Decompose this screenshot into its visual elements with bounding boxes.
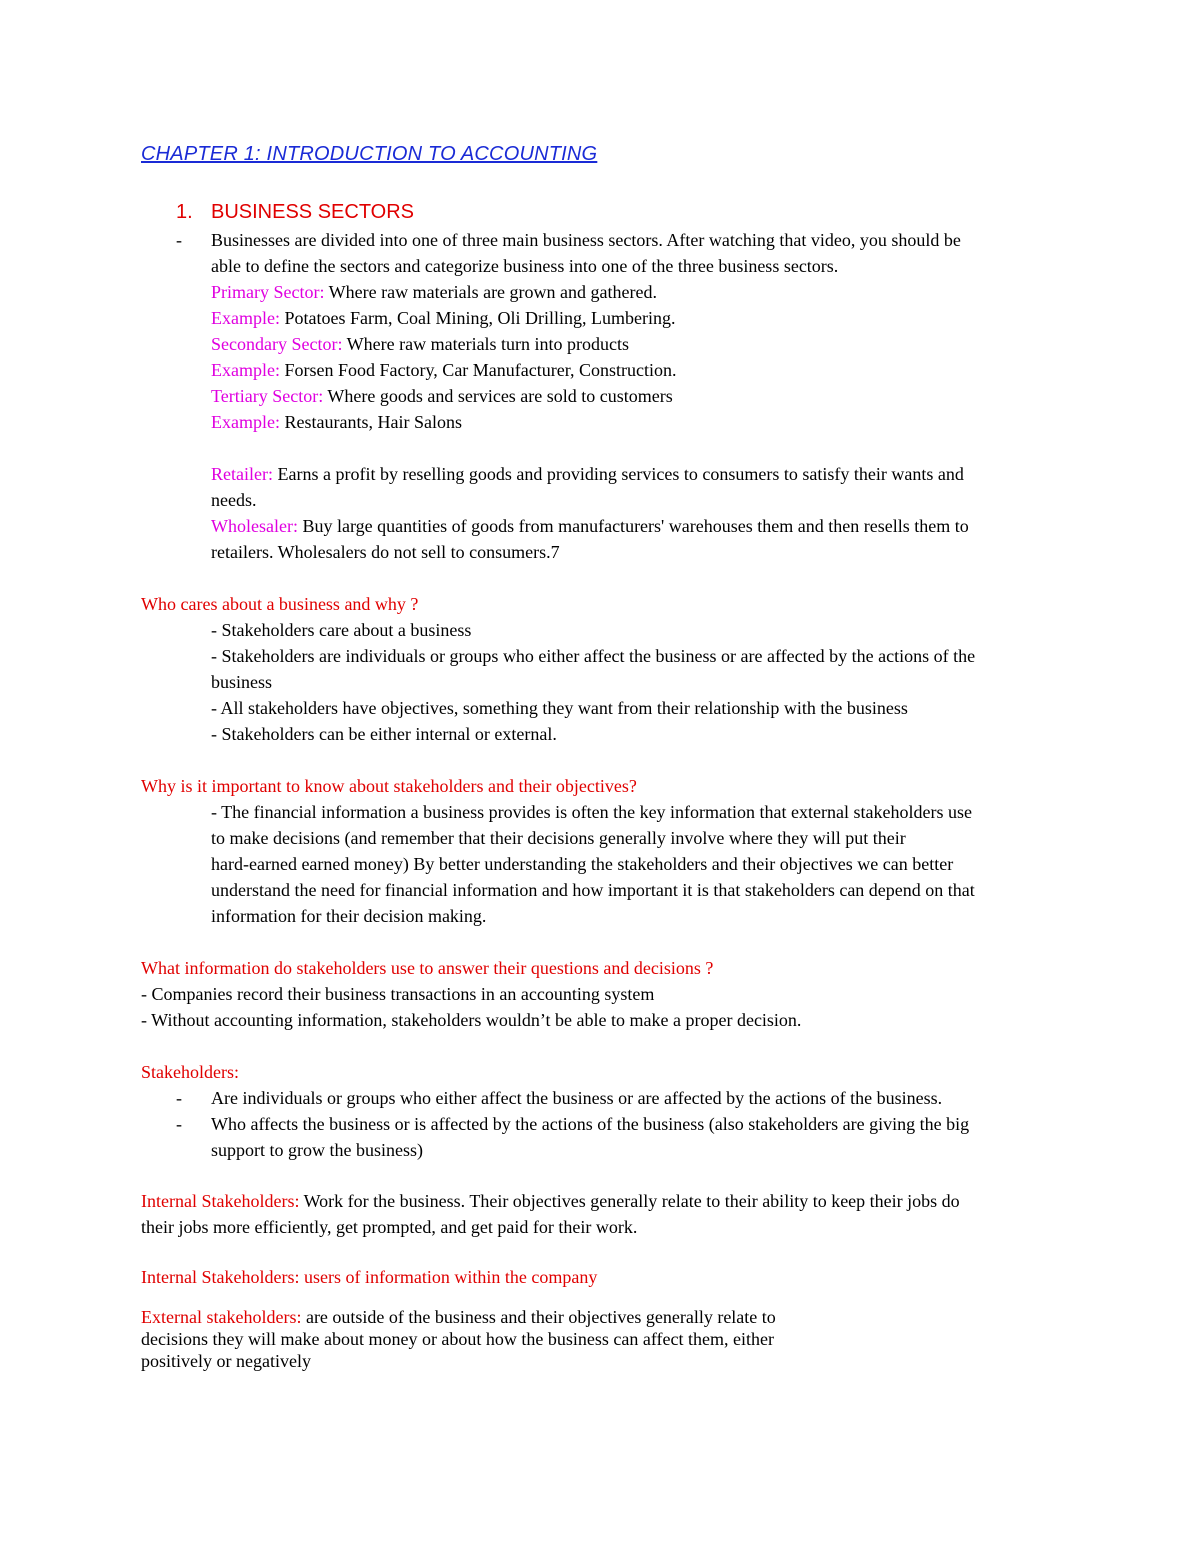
who-cares-line: - All stakeholders have objectives, something they want from their relationship with the business (211, 698, 908, 718)
section-title: BUSINESS SECTORS (211, 201, 415, 223)
intro-line-1: Businesses are divided into one of three main business sectors. After watching that video, you should be (211, 230, 961, 250)
tertiary-sector-text: Where goods and services are sold to customers (323, 386, 673, 406)
retailer-text: Earns a profit by reselling goods and providing services to consumers to satisfy their wants and (272, 464, 964, 484)
bullet-dash: - (176, 1114, 182, 1134)
why-important-line: - The financial information a business provides is often the key information that external stakeholders use (211, 802, 972, 822)
example-label: Example: (211, 360, 280, 380)
external-stakeholders-label: External stakeholders: (141, 1307, 302, 1327)
external-stakeholders-line-2: decisions they will make about money or about how the business can affect them, either (141, 1329, 774, 1349)
who-cares-heading: Who cares about a business and why ? (141, 594, 419, 614)
why-important-line: understand the need for financial information and how important it is that stakeholders can depend on that (211, 880, 975, 900)
stakeholders-item-2-line-2: support to grow the business) (211, 1140, 423, 1160)
internal-stakeholders-line-1 (141, 1188, 960, 1214)
external-stakeholders-line-1 (141, 1306, 776, 1328)
primary-sector-line (211, 279, 657, 305)
who-cares-line: - Stakeholders can be either internal or external. (211, 724, 557, 744)
external-stakeholders-text: are outside of the business and their objectives generally relate to (301, 1307, 776, 1327)
example-label: Example: (211, 308, 280, 328)
tertiary-sector-line (211, 383, 673, 409)
retailer-line-2: needs. (211, 490, 257, 510)
primary-sector-text: Where raw materials are grown and gathered. (324, 282, 657, 302)
who-cares-line: - Stakeholders care about a business (211, 620, 472, 640)
example-text: Forsen Food Factory, Car Manufacturer, Construction. (279, 360, 677, 380)
stakeholders-item-1: Are individuals or groups who either affect the business or are affected by the actions of the business. (211, 1088, 943, 1108)
who-cares-line: business (211, 672, 273, 692)
example-text: Restaurants, Hair Salons (279, 412, 462, 432)
wholesaler-line-2: retailers. Wholesalers do not sell to consumers.7 (211, 542, 560, 562)
internal-stakeholders-text: Work for the business. Their objectives generally relate to their ability to keep their jobs do (299, 1191, 960, 1211)
stakeholders-heading: Stakeholders: (141, 1062, 239, 1082)
retailer-line-1 (211, 461, 964, 487)
bullet-dash: - (176, 1088, 182, 1108)
chapter-title: CHAPTER 1: INTRODUCTION TO ACCOUNTING (141, 143, 598, 165)
internal-stakeholders-label: Internal Stakeholders: (141, 1191, 300, 1211)
internal-stakeholders-users: Internal Stakeholders: users of information within the company (141, 1267, 598, 1287)
what-info-line: - Without accounting information, stakeholders wouldn’t be able to make a proper decision. (141, 1010, 802, 1030)
example-label: Example: (211, 412, 280, 432)
secondary-sector-line (211, 331, 629, 357)
secondary-sector-text: Where raw materials turn into products (342, 334, 630, 354)
example-1-line (211, 305, 675, 331)
who-cares-line: - Stakeholders are individuals or groups who either affect the business or are affected by the actions of the (211, 646, 976, 666)
what-info-line: - Companies record their business transactions in an accounting system (141, 984, 655, 1004)
intro-line-2: able to define the sectors and categorize business into one of the three business sectors. (211, 256, 839, 276)
why-important-line: information for their decision making. (211, 906, 487, 926)
tertiary-sector-label: Tertiary Sector: (211, 386, 324, 406)
example-2-line (211, 357, 677, 383)
why-important-heading: Why is it important to know about stakeholders and their objectives? (141, 776, 637, 796)
wholesaler-line-1 (211, 513, 969, 539)
retailer-label: Retailer: (211, 464, 273, 484)
example-text: Potatoes Farm, Coal Mining, Oli Drilling, Lumbering. (279, 308, 676, 328)
bullet-dash: - (176, 230, 182, 250)
secondary-sector-label: Secondary Sector: (211, 334, 343, 354)
stakeholders-item-2-line-1: Who affects the business or is affected by the actions of the business (also stakeholders are giving the big (211, 1114, 970, 1134)
section-number: 1. (176, 201, 193, 223)
external-stakeholders-line-3: positively or negatively (141, 1351, 311, 1371)
why-important-line: hard-earned earned money) By better understanding the stakeholders and their objectives we can better (211, 854, 954, 874)
internal-stakeholders-line-2: their jobs more efficiently, get prompted, and get paid for their work. (141, 1217, 638, 1237)
why-important-line: to make decisions (and remember that their decisions generally involve where they will put their (211, 828, 906, 848)
primary-sector-label: Primary Sector: (211, 282, 325, 302)
wholesaler-text: Buy large quantities of goods from manufacturers' warehouses them and then resells them to (297, 516, 969, 536)
example-3-line (211, 409, 462, 435)
wholesaler-label: Wholesaler: (211, 516, 298, 536)
what-info-heading: What information do stakeholders use to answer their questions and decisions ? (141, 958, 714, 978)
